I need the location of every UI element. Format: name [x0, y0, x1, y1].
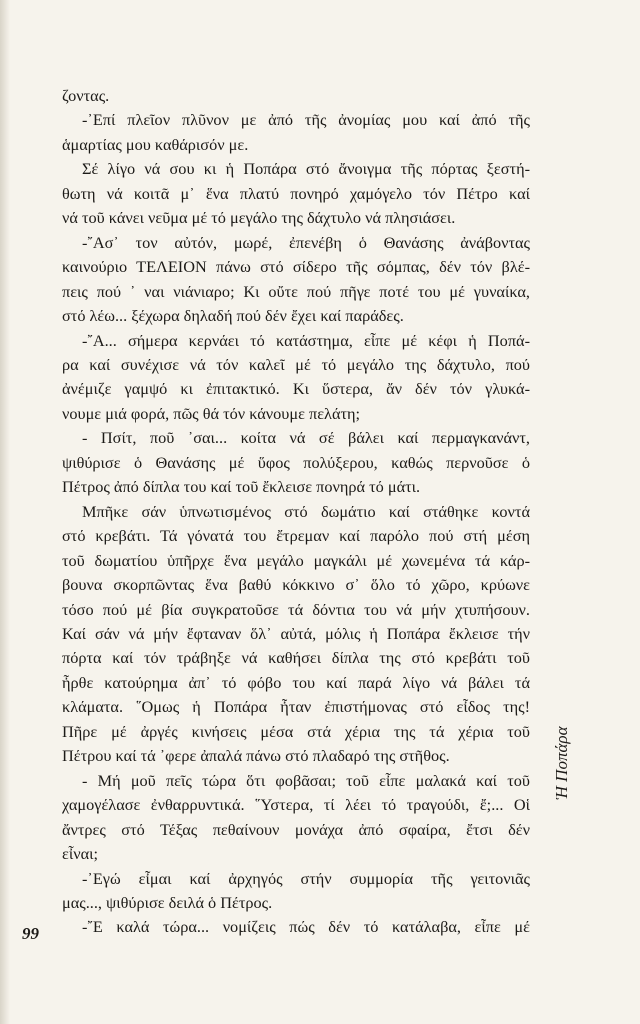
text-line: -῎Ασ᾿ τον αὐτόν, μωρέ, ἐπενέβη ὁ Θανάσης ἀνάβοντας [82, 232, 530, 252]
text-line: -᾿Εγώ εἶμαι καί ἀρχηγός στήν συμμορία τῆς γειτονιᾶς [82, 868, 530, 888]
text-line: ψιθύρισε ὁ Θανάσης μέ ὕφος πολύξερου, καθώς περνοῦσε ὁ [62, 452, 530, 472]
text-line: τόσο πού μέ βία συγκρατοῦσε τά δόντια του νά μήν χτυπήσουν. [62, 599, 530, 619]
text-line: χαμογέλασε ἐνθαρρυντικά. ῞Υστερα, τί λέει τό τραγούδι, ἔ;... Οἱ [62, 795, 530, 815]
text-line: στό λέω... ξέχωρα δηλαδή πού δέν ἔχει καί παράδες. [62, 306, 404, 326]
text-line: εἶναι; [62, 844, 99, 864]
page-edge-shadow [0, 0, 10, 1024]
text-line: κλάματα. ῞Ομως ἡ Ποπάρα ἦταν ἐπιστήμονας στό εἶδος της! [62, 697, 530, 717]
page-number: 99 [22, 924, 39, 943]
text-line: ἀνέμιζε γαμψό κι ἐπιτακτικό. Κι ὕστερα, ἄν δέν τόν γλυκά- [62, 379, 530, 399]
text-line: μας..., ψιθύρισε δειλά ὁ Πέτρος. [62, 892, 273, 912]
text-line: νουμε μιά φορά, πῶς θά τόν κάνουμε πελάτη; [62, 403, 361, 423]
text-line: θωτη νά κοιτᾶ μ᾿ ἕνα πλατύ πονηρό χαμόγελο τόν Πέτρο καί [62, 183, 530, 203]
text-line: Πέτρος ἀπό δίπλα του καί τοῦ ἔκλεισε πονηρά τό μάτι. [62, 477, 421, 497]
body-text [62, 84, 530, 940]
text-line: στό κρεβάτι. Τά γόνατά του ἔτρεμαν καί παρόλο πού στή μέση [62, 526, 530, 546]
text-line: ἄντρες στό Τέξας πεθαίνουν μονάχα ἀπό σφαίρα, ἔτσι δέν [62, 819, 530, 839]
text-line: ἁμαρτίας μου καθάρισόν με. [62, 134, 249, 154]
text-line: πόρτα καί τόν τράβηξε νά καθήσει δίπλα της στό κρεβάτι τοῦ [62, 648, 530, 668]
text-line: Σέ λίγο νά σου κι ἡ Ποπάρα στό ἄνοιγμα τῆς πόρτας ξεστή- [82, 159, 530, 179]
text-line: τοῦ δωματίου ὑπῆρχε ἕνα μεγάλο μαγκάλι μέ χωνεμένα τά κάρ- [62, 550, 530, 570]
running-title: Ἡ Ποπάρα [552, 726, 571, 800]
text-line: -῎Ε καλά τώρα... νομίζεις πώς δέν τό κατάλαβα, εἶπε μέ [82, 917, 530, 937]
text-line: - Πσίτ, ποῦ ᾿σαι... κοίτα νά σέ βάλει καί περμαγκανάντ, [82, 428, 530, 448]
text-line: ἦρθε κατούρημα ἀπ᾿ τό φόβο του καί παρά λίγο νά βάλει τά [62, 672, 530, 692]
text-line: ρα καί συνέχισε νά τόν καλεῖ μέ τό μεγάλο της δάχτυλο, πού [62, 354, 530, 374]
text-line: νά τοῦ κάνει νεῦμα μέ τό μεγάλο της δάχτυλο νά πλησιάσει. [62, 208, 456, 228]
text-line: ζοντας. [62, 86, 110, 105]
text-line: -᾿Επί πλεῖον πλῦνον με ἀπό τῆς ἀνομίας μου καί ἀπό τῆς [82, 110, 530, 130]
text-line: πεις πού ᾿ ναι νιάνιαρο; Κι οὔτε πού πῆγε ποτέ του μέ γυναίκα, [62, 281, 530, 301]
text-line: βουνα σκορπῶντας ἕνα βαθύ κόκκινο σ᾿ ὅλο τό χῶρο, κρύωνε [62, 575, 530, 595]
text-line: Πέτρου καί τά ᾿φερε ἀπαλά πάνω στό πλαδαρό της στῆθος. [62, 746, 450, 766]
text-line: - Μή μοῦ πεῖς τώρα ὅτι φοβᾶσαι; τοῦ εἶπε μαλακά καί τοῦ [82, 770, 530, 790]
text-line: Πῆρε μέ ἀργές κινήσεις μέσα στά χέρια της τά χέρια τοῦ [62, 721, 530, 741]
text-line: Καί σάν νά μήν ἔφταναν ὅλ᾿ αὐτά, μόλις ἡ Ποπάρα ἔκλεισε τήν [62, 623, 530, 643]
text-line: Μπῆκε σάν ὑπνωτισμένος στό δωμάτιο καί στάθηκε κοντά [82, 501, 530, 521]
text-line: καινούριο ΤΕΛΕΙΟΝ πάνω στό σίδερο τῆς σόμπας, δέν τόν βλέ- [62, 257, 530, 277]
text-line: -῎Α... σήμερα κερνάει τό κατάστημα, εἶπε μέ κέφι ἡ Ποπά- [82, 330, 530, 350]
